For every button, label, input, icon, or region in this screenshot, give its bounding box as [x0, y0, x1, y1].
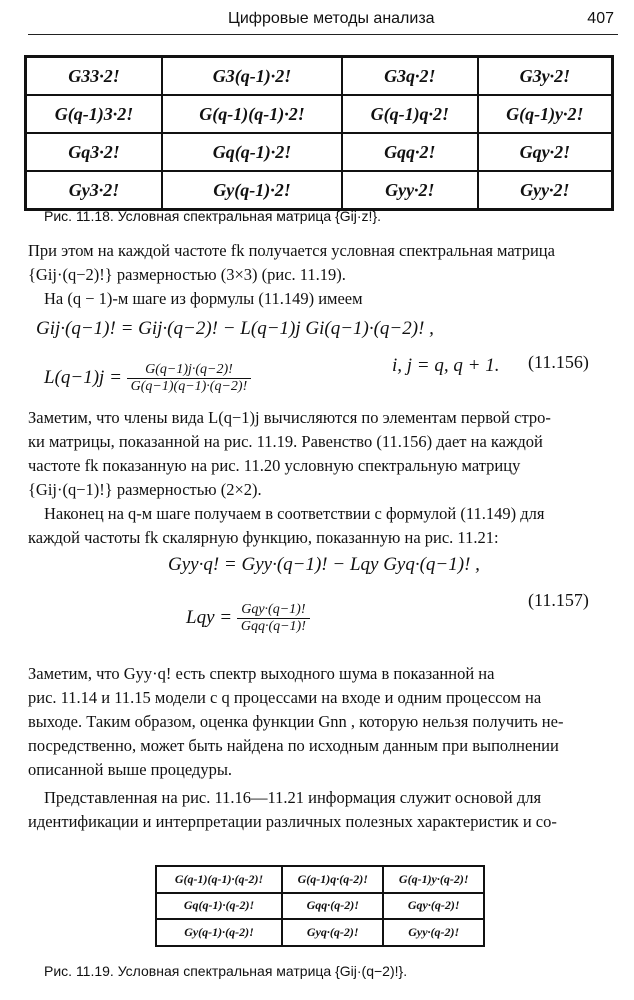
matrix-cell: G(q-1)(q-1)·(q-2)! [156, 866, 282, 893]
spectral-matrix-11-19 [155, 865, 485, 947]
matrix-cell: Gyq·(q-2)! [282, 919, 383, 946]
matrix-cell: Gqq·(q-2)! [282, 893, 383, 920]
matrix-cell: Gqy·(q-2)! [383, 893, 484, 920]
matrix-cell: Gy(q-1)·(q-2)! [156, 919, 282, 946]
equation-11-156-line2 [44, 362, 251, 395]
body-text-line: ки матрицы, показанной на рис. 11.19. Равенство (11.156) дает на каждой [28, 432, 543, 451]
body-text-line: идентификации и интерпретации различных полезных характеристик и со- [28, 812, 557, 831]
body-text-line: рис. 11.14 и 11.15 модели с q процессами на входе и одним процессом на [28, 688, 542, 707]
matrix-cell: G3q·2! [342, 57, 478, 96]
matrix-cell: G(q-1)3·2! [26, 95, 162, 133]
equation-lhs: L(q−1)j = [44, 366, 122, 388]
fraction-denominator: G(q−1)(q−1)·(q−2)! [130, 379, 248, 394]
body-text-line: каждой частоты fk скалярную функцию, показанную на рис. 11.21: [28, 528, 499, 547]
body-text-line: Представленная на рис. 11.16—11.21 информация служит основой для [44, 788, 542, 807]
fraction-numerator: G(q−1)j·(q−2)! [127, 362, 252, 379]
body-text-line: описанной выше процедуры. [28, 760, 233, 779]
matrix-cell: Gq(q-1)·2! [162, 133, 342, 171]
matrix-cell: Gq3·2! [26, 133, 162, 171]
spectral-matrix-11-18 [24, 55, 614, 211]
fraction [237, 602, 310, 635]
page-number: 407 [587, 10, 614, 27]
equation-11-157-line2 [186, 602, 310, 635]
matrix-cell: Gy3·2! [26, 171, 162, 210]
equation-number: (11.156) [528, 352, 589, 372]
matrix-cell: G(q-1)(q-1)·2! [162, 95, 342, 133]
body-text-line: На (q − 1)-м шаге из формулы (11.149) имеем [44, 289, 363, 308]
table-row [156, 893, 484, 920]
body-text-line: Наконец на q-м шаге получаем в соответствии с формулой (11.149) для [44, 504, 545, 523]
matrix-cell: Gyy·2! [478, 171, 613, 210]
page-header [28, 6, 618, 35]
matrix-cell: G3(q-1)·2! [162, 57, 342, 96]
body-text-line: посредственно, может быть найдена по исходным данным при выполнении [28, 736, 559, 755]
matrix-cell: Gyy·(q-2)! [383, 919, 484, 946]
body-text-line: Заметим, что Gyy·q! есть спектр выходного шума в показанной на [28, 664, 495, 683]
equation-11-156-line1: Gij·(q−1)! = Gij·(q−2)! − L(q−1)j Gi(q−1)·(q−2)! , [36, 318, 434, 339]
matrix-cell: G3y·2! [478, 57, 613, 96]
table-row [156, 919, 484, 946]
body-text-line: {Gij·(q−2)!} размерностью (3×3) (рис. 11.19). [28, 265, 346, 284]
matrix-cell: Gqy·2! [478, 133, 613, 171]
matrix-cell: G(q-1)y·2! [478, 95, 613, 133]
running-title: Цифровые методы анализа [228, 10, 435, 27]
body-text-line: выходе. Таким образом, оценка функции Gnn , которую нельзя получить не- [28, 712, 564, 731]
table-row [26, 57, 613, 96]
matrix-cell: Gyy·2! [342, 171, 478, 210]
matrix-cell: Gy(q-1)·2! [162, 171, 342, 210]
fraction-numerator: Gqy·(q−1)! [237, 602, 310, 619]
table-row [156, 866, 484, 893]
body-text-line: Заметим, что члены вида L(q−1)j вычисляются по элементам первой стро- [28, 408, 551, 427]
matrix-cell: G(q-1)q·(q-2)! [282, 866, 383, 893]
body-text-line: частоте fk показанную на рис. 11.20 условную спектральную матрицу [28, 456, 521, 475]
matrix-cell: G(q-1)q·2! [342, 95, 478, 133]
fraction-denominator: Gqq·(q−1)! [240, 619, 306, 634]
matrix-cell: G(q-1)y·(q-2)! [383, 866, 484, 893]
matrix-cell: Gq(q-1)·(q-2)! [156, 893, 282, 920]
figure-caption-11-18: Рис. 11.18. Условная спектральная матрица {Gij·z!}. [44, 208, 382, 224]
fraction [127, 362, 252, 395]
table-row [26, 133, 613, 171]
equation-number: (11.157) [528, 590, 589, 610]
table-row [26, 171, 613, 210]
figure-caption-11-19: Рис. 11.19. Условная спектральная матрица {Gij·(q−2)!}. [44, 963, 408, 979]
matrix-cell: G33·2! [26, 57, 162, 96]
equation-11-157-line1: Gyy·q! = Gyy·(q−1)! − Lqy Gyq·(q−1)! , [168, 554, 480, 575]
equation-range: i, j = q, q + 1. [392, 355, 500, 376]
equation-lhs: Lqy = [186, 606, 233, 628]
body-text-line: При этом на каждой частоте fk получается условная спектральная матрица [28, 241, 555, 260]
body-text-line: {Gij·(q−1)!} размерностью (2×2). [28, 480, 262, 499]
matrix-cell: Gqq·2! [342, 133, 478, 171]
table-row [26, 95, 613, 133]
